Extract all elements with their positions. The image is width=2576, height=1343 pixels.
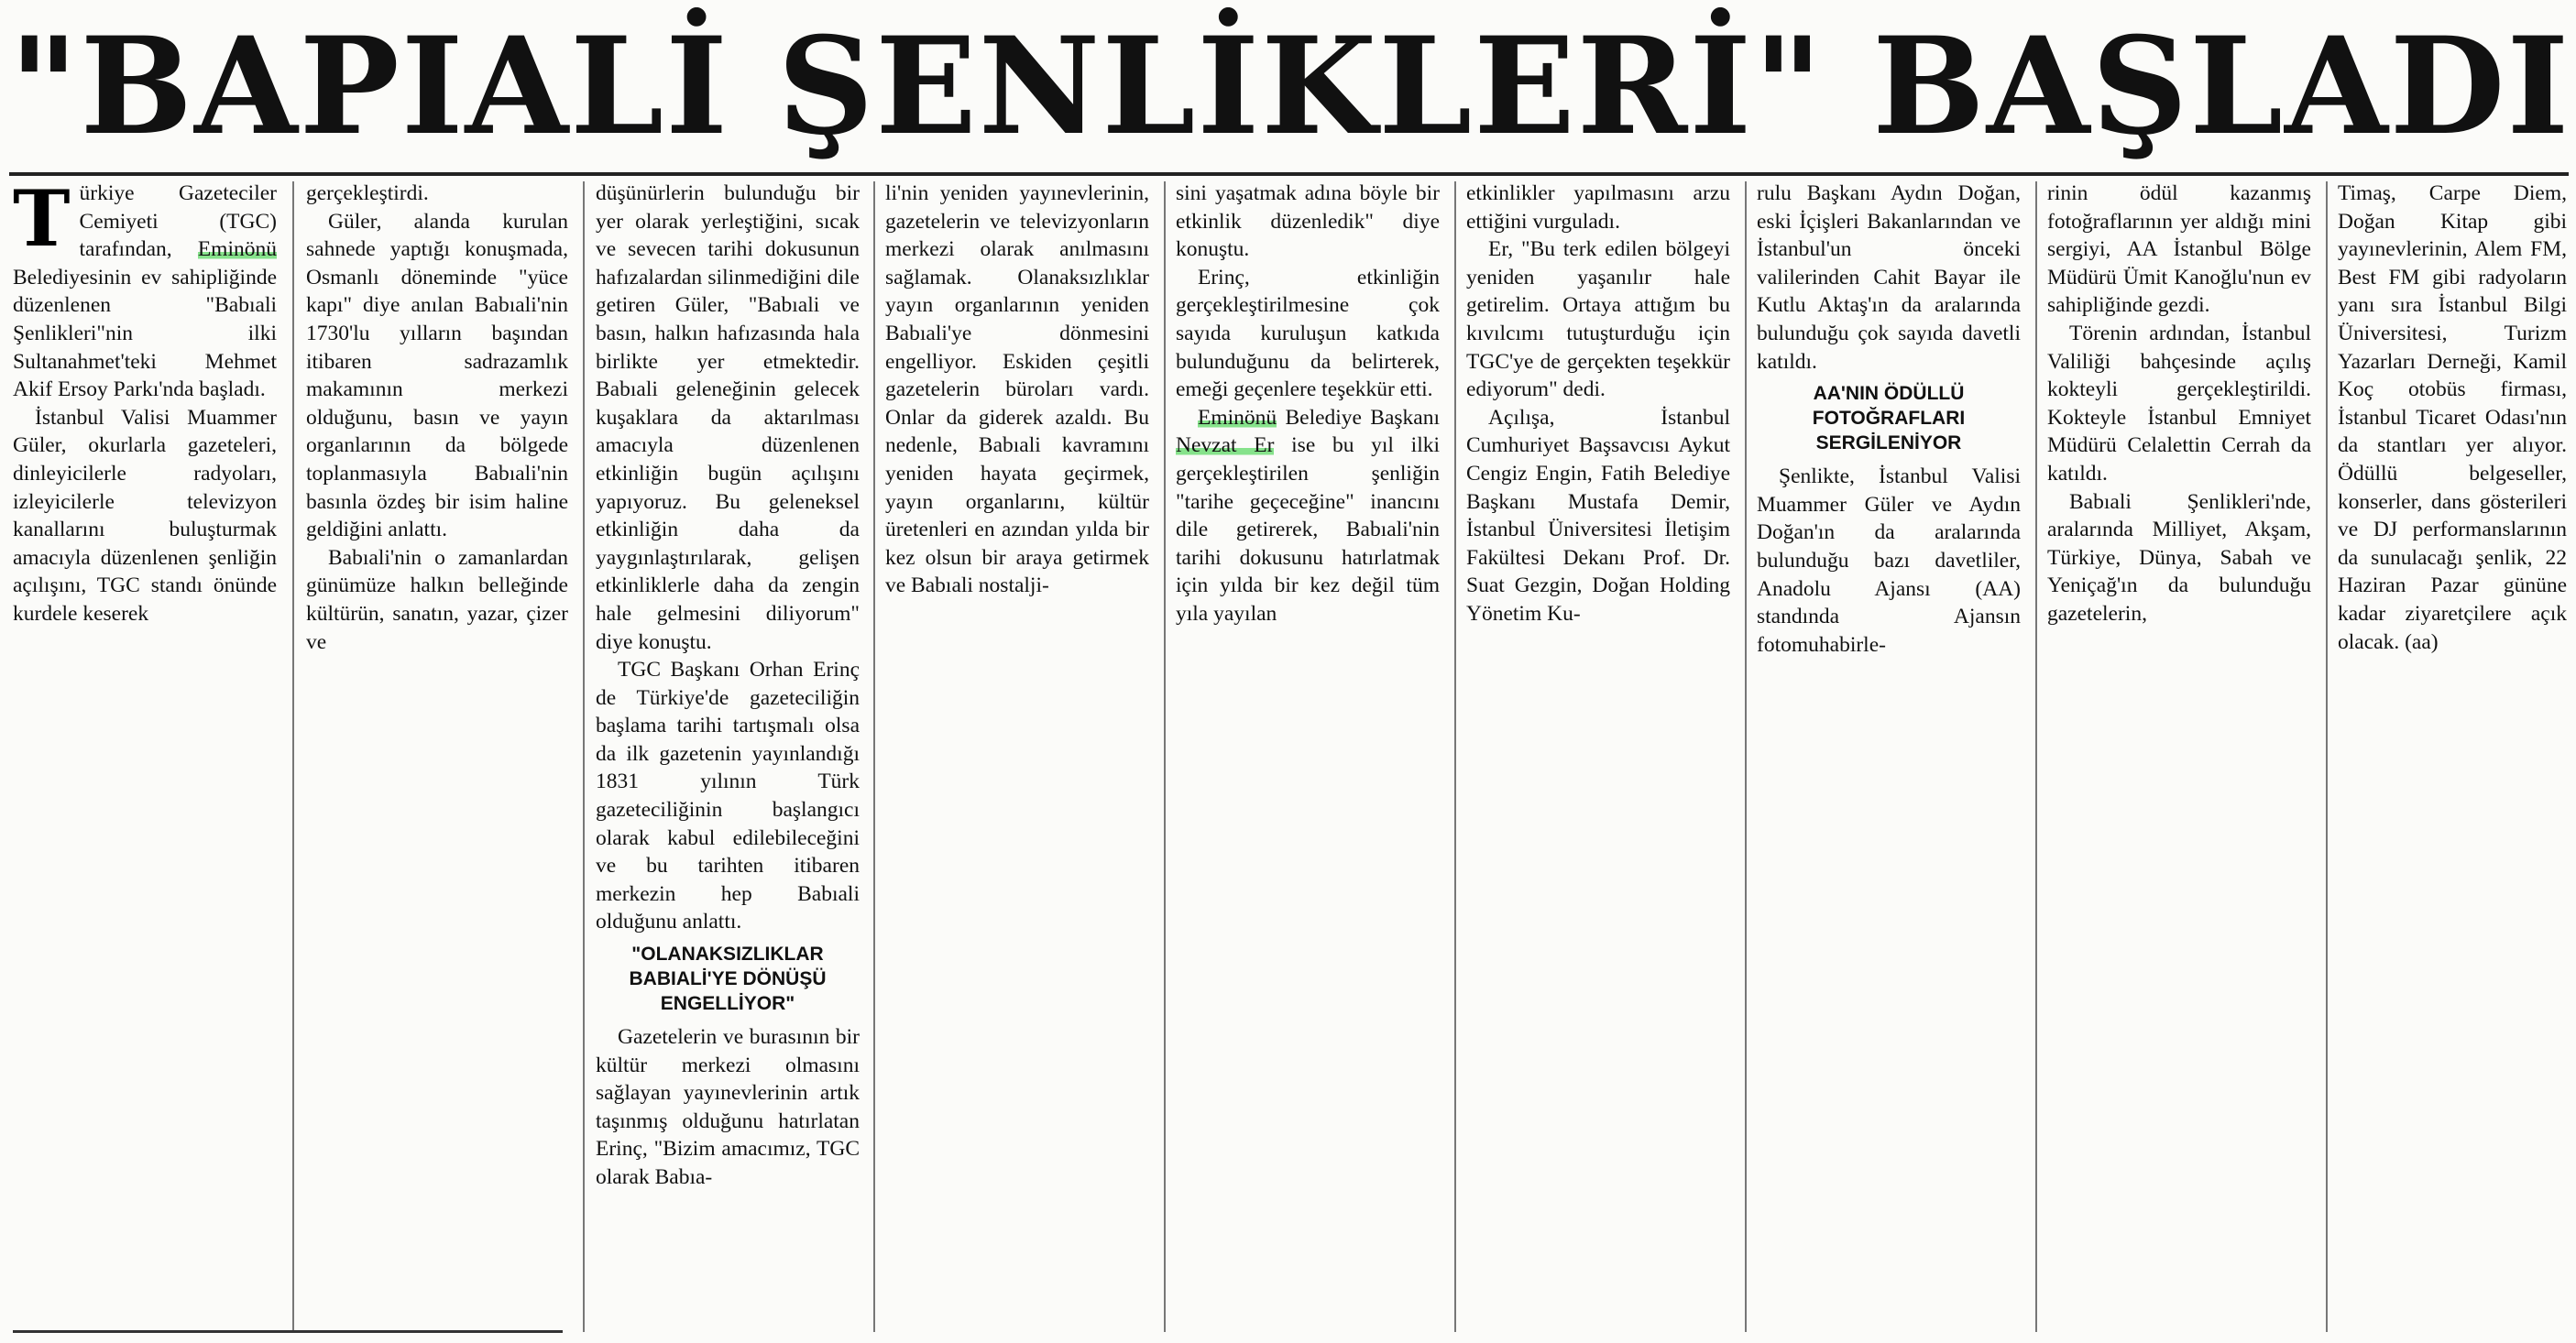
paragraph: rulu Başkanı Aydın Doğan, eski İçişleri Bakanlarından ve İstanbul'un önceki valilerinden Cahit Bayar ile Kutlu Aktaş'ın da aralarında bulunduğu çok sayıda davetli katıldı.: [1757, 181, 2021, 374]
paragraph: Erinç, etkinliğin gerçekleştirilmesine çok sayıda kuruluşun katkıda bulunduğunu da belirterek, emeği geçenlere teşekkür etti.: [1176, 265, 1440, 402]
paragraph: İstanbul Valisi Muammer Güler, okurlarla gazeteleri, dinleyicilerle radyoları, izleyicilerle televizyon kanallarını buluşturmak amacıyla düzenlenen şenliğin açılışını, TGC standı önünde kurdele keserek: [13, 405, 277, 626]
column-divider: [1454, 181, 1456, 1332]
drop-cap: T: [13, 180, 71, 264]
headline: "BAPIALİ ŞENLİKLERİ" BAŞLADI: [9, 8, 2571, 165]
paragraph: rinin ödül kazanmış fotoğraflarının yer aldığı mini sergiyi, AA İstanbul Bölge Müdürü Ümit Kanoğlu'nun ev sahipliğinde gezdi.: [2047, 181, 2311, 318]
paragraph: Babıali Şenlikleri'nde, aralarında Milliyet, Akşam, Türkiye, Dünya, Sabah ve Yeniçağ'ın da bulunduğu gazetelerin,: [2047, 489, 2311, 626]
column-divider: [2326, 181, 2328, 1332]
column-1: [13, 180, 277, 1336]
column-9: [2338, 180, 2567, 1336]
paragraph: Er, "Bu terk edilen bölgeyi yeniden yaşanılır hale getirelim. Ortaya attığım bu kıvılcımı tutuşturduğu için TGC'ye de gerçekten teşekkür ediyorum" dedi.: [1466, 237, 1730, 402]
column-3: [596, 180, 860, 1336]
paragraph: sini yaşatmak adına böyle bir etkinlik düzenledik" diye konuştu.: [1176, 181, 1440, 262]
paragraph: Gazetelerin ve burasının bir kültür merkezi olmasını sağlayan yayınevlerinin artık taşınmış olduğunu hatırlatan Erinç, "Bizim amacımız, TGC olarak Babıa-: [596, 1025, 860, 1189]
headline-rule: [9, 172, 2569, 176]
paragraph: gerçekleştirdi.: [306, 181, 429, 205]
column-4: [885, 180, 1149, 1336]
bottom-rule: [13, 1330, 563, 1333]
column-divider: [583, 181, 585, 1332]
column-divider: [873, 181, 875, 1332]
subheading: AA'NIN ÖDÜLLÜ FOTOĞRAFLARI SERGİLENİYOR: [1812, 383, 1966, 454]
paragraph: Törenin ardından, İstanbul Valiliği bahçesinde açılış kokteyli gerçekleştirildi. Kokteyle İstanbul Emniyet Müdürü Celalettin Cerrah da katıldı.: [2047, 321, 2311, 486]
highlight-nevzat-er: Nevzat Er: [1176, 433, 1275, 458]
column-2: [306, 180, 568, 1336]
highlight-eminonu: Eminönü: [1198, 405, 1277, 430]
paragraph: Açılışa, İstanbul Cumhuriyet Başsavcısı Aykut Cengiz Engin, Fatih Belediye Başkanı Mustafa Demir, İstanbul Üniversitesi İletişim Fakültesi Dekanı Prof. Dr. Suat Gezgin, Doğan Holding Yönetim Ku-: [1466, 405, 1730, 626]
column-6: [1466, 180, 1730, 1336]
paragraph: etkinlikler yapılmasını arzu ettiğini vurguladı.: [1466, 181, 1730, 234]
paragraph: Timaş, Carpe Diem, Doğan Kitap gibi yayınevlerinin, Alem FM, Best FM gibi radyoların yanı sıra İstanbul Bilgi Üniversitesi, Turizm Yazarları Derneği, Kamil Koç otobüs firması, İstanbul Ticaret Odası'nın da stantları yer alıyor. Ödüllü belgeseller, konserler, dans gösterileri ve DJ performanslarının da sunulacağı şenlik, 22 Haziran Pazar gününe kadar ziyaretçilere açık olacak. (aa): [2338, 181, 2567, 654]
paragraph: TGC Başkanı Orhan Erinç de Türkiye'de gazeteciliğin başlama tarihi tartışmalı olsa da ilk gazetenin yayınlandığı 1831 yılının Türk gazeteciliğinin başlangıcı olarak kabul edilebileceğini ve bu tarihten itibaren merkezin hep Babıali olduğunu anlattı.: [596, 658, 860, 934]
column-5: [1176, 180, 1440, 1336]
paragraph: Güler, alanda kurulan sahnede yaptığı konuşmada, Osmanlı döneminde "yüce kapı" diye anılan Babıali'nin 1730'lu yılların başından itibaren sadrazamlık makamının merkezi olduğunu, basın ve yayın organlarının da bölgede toplanmasıyla Babıali'nin basınla özdeş bir isim haline geldiğini anlattı.: [306, 209, 568, 542]
paragraph: düşünürlerin bulunduğu bir yer olarak yerleştiğini, sıcak ve sevecen tarihi dokusunun hafızalardan silinmediğini dile getiren Güler, "Babıali ve basın, halkın hafızasında hala birlikte yer etmektedir. Babıali geleneğinin gelecek kuşaklara da aktarılması amacıyla düzenlenen etkinliğin bugün açılışını yapıyoruz. Bu geleneksel etkinliğin daha da yaygınlaştırılarak, gelişen etkinliklerle daha da zengin hale gelmesini diliyorum" diye konuştu.: [596, 181, 860, 654]
paragraph: li'nin yeniden yayınevlerinin, gazetelerin ve televizyonların merkezi olarak anılmasını sağlamak. Olanaksızlıklar yayın organlarının yeniden Babıali'ye dönmesini engelliyor. Eskiden çeşitli gazetelerin büroları vardı. Onlar da giderek azaldı. Bu nedenle, Babıali kavramını yeniden hayata geçirmek, yayın organlarını, kültür üretenleri en azından yılda bir kez olsun bir araya getirmek ve Babıali nostalji-: [885, 181, 1149, 598]
column-7: [1757, 180, 2021, 1336]
subheading: "OLANAKSIZLIKLAR BABIALİ'YE DÖNÜŞÜ ENGELLİYOR": [629, 944, 827, 1015]
paragraph: Babıali'nin o zamanlardan günümüze halkın belleğinde kültürün, sanatın, yazar, çizer ve: [306, 545, 568, 654]
column-8: [2047, 180, 2311, 1336]
highlight-eminonu: Eminönü: [197, 237, 277, 262]
column-divider: [2035, 181, 2037, 1332]
column-divider: [292, 181, 294, 1332]
paragraph: Şenlikte, İstanbul Valisi Muammer Güler ve Aydın Doğan'ın da aralarında bulunduğu bazı davetliler, Anadolu Ajansı (AA) standında Ajansın fotomuhabirle-: [1757, 464, 2021, 657]
paragraph: Türkiye Gazeteciler Cemiyeti (TGC) tarafından, Eminönü Belediyesinin ev sahipliğinde düzenlenen "Babıali Şenlikleri"nin ilki Sultanahmet'teki Mehmet Akif Ersoy Parkı'nda başladı.: [13, 180, 277, 402]
paragraph: Eminönü Belediye Başkanı Nevzat Er ise bu yıl ilki gerçekleştirilen şenliğin "tarihe geçeceğine" inancını dile getirerek, Babıali'nin tarihi dokusunu hatırlatmak için yılda bir kez değil tüm yıla yayılan: [1176, 405, 1440, 626]
column-divider: [1164, 181, 1166, 1332]
column-divider: [1745, 181, 1747, 1332]
